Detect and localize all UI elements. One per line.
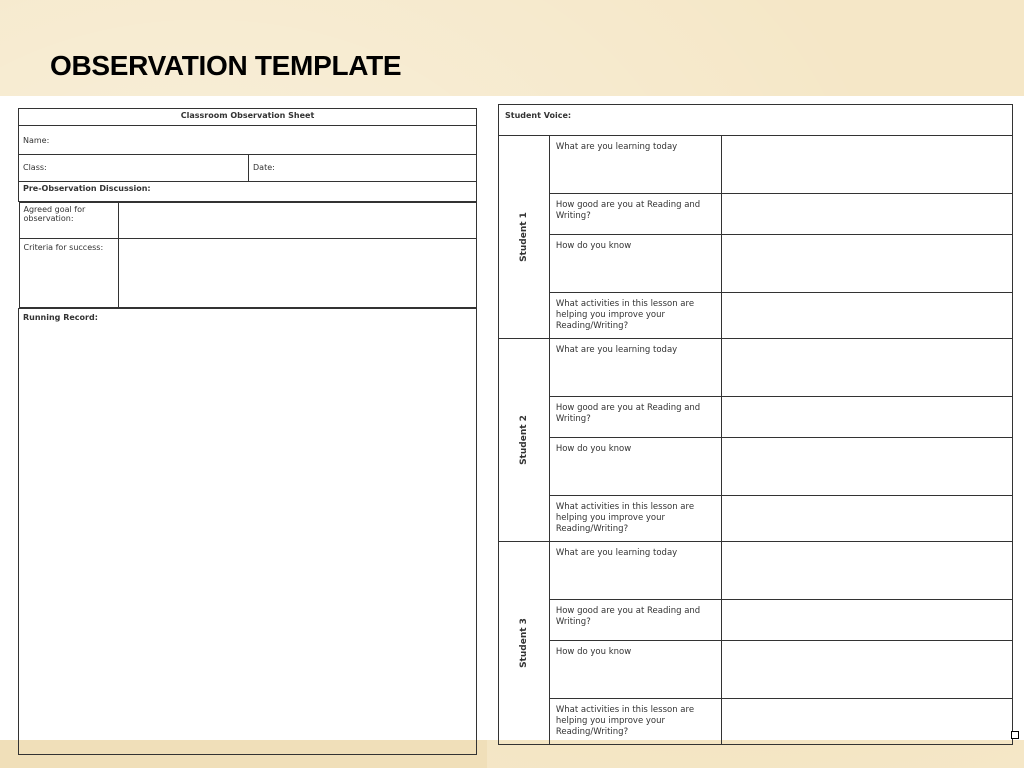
class-field[interactable] xyxy=(19,155,249,182)
classroom-observation-sheet xyxy=(18,108,477,755)
running-record-label: Running Record: xyxy=(23,313,98,322)
running-record-field[interactable] xyxy=(19,309,477,755)
student-2-label: Student 2 xyxy=(518,415,529,465)
answer-cell[interactable] xyxy=(721,194,1012,235)
question-cell: What activities in this lesson are helping you improve your Reading/Writing? xyxy=(549,293,721,339)
answer-cell[interactable] xyxy=(721,397,1012,438)
student-voice-header: Student Voice: xyxy=(499,105,1013,136)
question-cell: How do you know xyxy=(549,235,721,293)
agreed-goal-field[interactable] xyxy=(118,203,476,239)
name-field[interactable] xyxy=(19,126,477,155)
answer-cell[interactable] xyxy=(721,641,1012,699)
question-cell: What are you learning today xyxy=(549,339,721,397)
slide-title: OBSERVATION TEMPLATE xyxy=(50,50,402,81)
student-3-cell xyxy=(499,542,550,745)
sheet-header: Classroom Observation Sheet xyxy=(19,109,477,126)
answer-cell[interactable] xyxy=(721,136,1012,194)
answer-cell[interactable] xyxy=(721,600,1012,641)
pre-observation-label: Pre-Observation Discussion: xyxy=(19,182,477,202)
answer-cell[interactable] xyxy=(721,699,1012,745)
question-cell: How good are you at Reading and Writing? xyxy=(549,600,721,641)
question-cell: How good are you at Reading and Writing? xyxy=(549,194,721,235)
question-cell: What are you learning today xyxy=(549,542,721,600)
student-3-label: Student 3 xyxy=(518,618,529,668)
answer-cell[interactable] xyxy=(721,496,1012,542)
agreed-goal-label: Agreed goal for observation: xyxy=(19,203,118,239)
name-label: Name: xyxy=(23,136,50,145)
student-2-cell xyxy=(499,339,550,542)
question-cell: What activities in this lesson are helping you improve your Reading/Writing? xyxy=(549,699,721,745)
answer-cell[interactable] xyxy=(721,438,1012,496)
student-1-cell xyxy=(499,136,550,339)
answer-cell[interactable] xyxy=(721,293,1012,339)
student-1-label: Student 1 xyxy=(518,212,529,262)
date-label: Date: xyxy=(253,163,275,172)
question-cell: What activities in this lesson are helping you improve your Reading/Writing? xyxy=(549,496,721,542)
question-cell: How do you know xyxy=(549,641,721,699)
goal-criteria-table xyxy=(19,202,477,308)
criteria-label: Criteria for success: xyxy=(19,239,118,308)
class-label: Class: xyxy=(23,163,47,172)
answer-cell[interactable] xyxy=(721,542,1012,600)
question-cell: How do you know xyxy=(549,438,721,496)
criteria-field[interactable] xyxy=(118,239,476,308)
question-cell: How good are you at Reading and Writing? xyxy=(549,397,721,438)
resize-handle[interactable] xyxy=(1011,731,1019,739)
student-voice-table xyxy=(498,104,1013,745)
question-cell: What are you learning today xyxy=(549,136,721,194)
answer-cell[interactable] xyxy=(721,339,1012,397)
answer-cell[interactable] xyxy=(721,235,1012,293)
date-field[interactable] xyxy=(249,155,477,182)
